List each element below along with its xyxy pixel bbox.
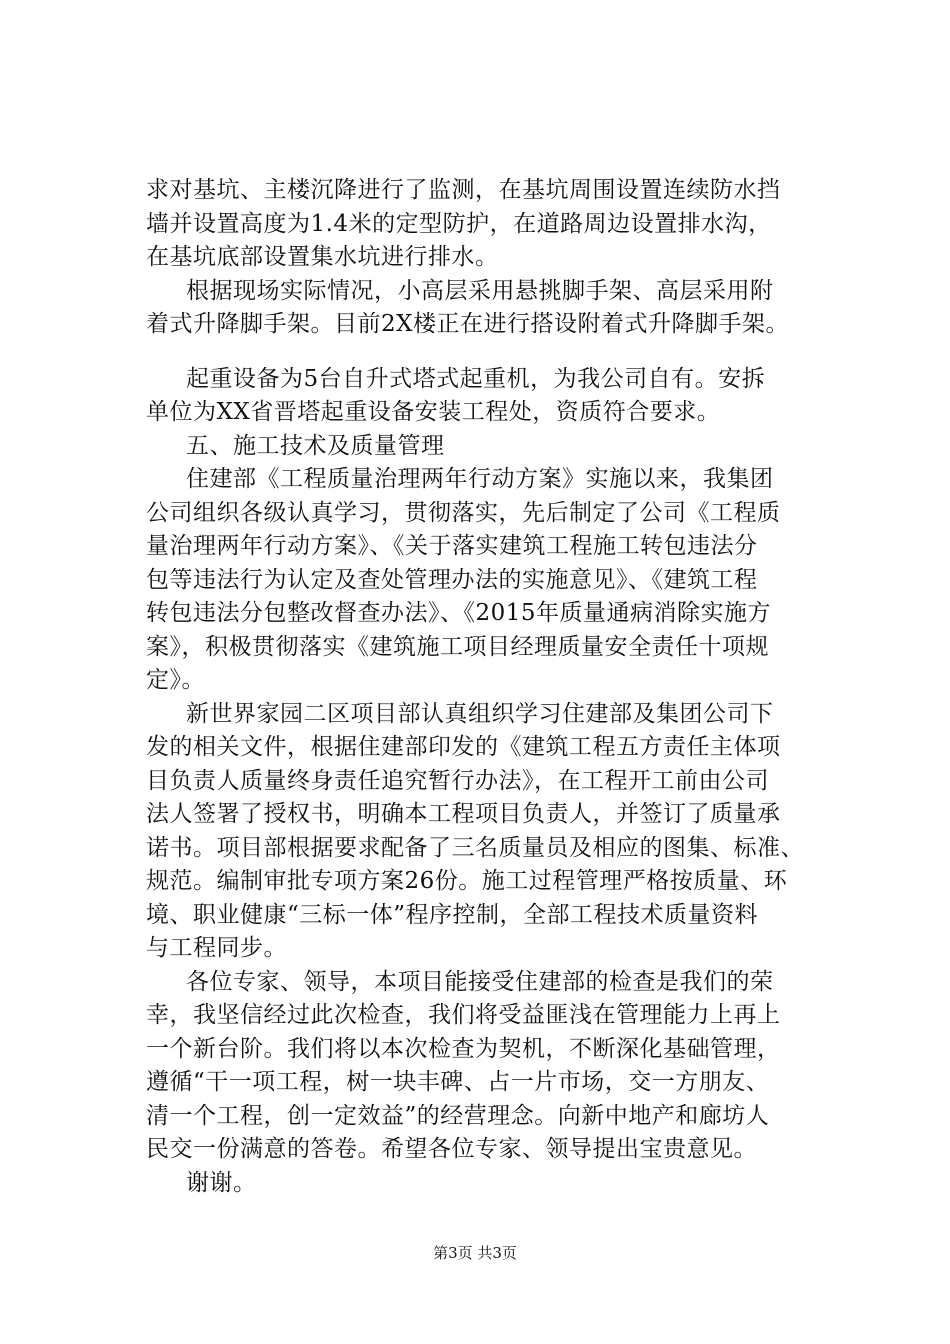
text-line: 发的相关文件，根据住建部印发的《建筑工程五方责任主体项: [146, 734, 781, 760]
text-line: 幸，我坚信经过此次检查，我们将受益匪浅在管理能力上再上: [146, 1002, 781, 1028]
page-number-label: 第3页 共3页: [433, 1244, 517, 1262]
text-line: 清一个工程，创一定效益”的经营理念。向新中地产和廊坊人: [146, 1102, 770, 1129]
text-line: 墙并设置高度为1.4米的定型防护，在道路周边设置排水沟，: [146, 210, 772, 237]
text-line: 在基坑底部设置集水坑进行排水。: [146, 244, 499, 270]
text-line: 案》，积极贯彻落实《建筑施工项目经理质量安全责任十项规: [146, 633, 769, 660]
text-line: 目负责人质量终身责任追究暂行办法》，在工程开工前由公司: [146, 767, 769, 794]
text-line: 规范。编制审批专项方案26份。施工过程管理严格按质量、环: [146, 868, 788, 894]
text-line: 着式升降脚手架。目前2X楼正在进行搭设附着式升降脚手架。: [146, 311, 790, 337]
text-line: 法人签署了授权书，明确本工程项目负责人，并签订了质量承: [146, 801, 781, 827]
page-footer: [0, 1243, 950, 1263]
text-line: 公司组织各级认真学习，贯彻落实，先后制定了公司《工程质: [146, 499, 781, 526]
text-line: 诺书。项目部根据要求配备了三名质量员及相应的图集、标准、: [146, 834, 804, 861]
text-line: 包等违法行为认定及查处管理办法的实施意见》、《建筑工程: [146, 566, 758, 593]
text-line: 与工程同步。: [146, 935, 287, 961]
document-body: [146, 174, 831, 1200]
text-line: 遵循“干一项工程，树一块丰碑、占一片市场，交一方朋友、: [146, 1069, 770, 1095]
text-line: 求对基坑、主楼沉降进行了监测，在基坑周围设置连续防水挡: [146, 177, 781, 203]
paragraph-start-line: 住建部《工程质量治理两年行动方案》实施以来，我集团: [186, 466, 774, 492]
paragraph-start-line: 根据现场实际情况，小高层采用悬挑脚手架、高层采用附: [186, 277, 774, 304]
section-heading: 五、施工技术及质量管理: [186, 432, 445, 459]
text-line: 转包违法分包整改督查办法》、《2015年质量通病消除实施方: [146, 600, 772, 626]
text-line: 单位为XX省晋塔起重设备安装工程处，资质符合要求。: [146, 399, 721, 425]
closing-line: 谢谢。: [186, 1169, 257, 1196]
text-line: 民交一份满意的答卷。希望各位专家、领导提出宝贵意见。: [146, 1136, 757, 1162]
text-line: 境、职业健康“三标一体”程序控制，全部工程技术质量资料: [146, 901, 759, 928]
paragraph-start-line: 各位专家、领导，本项目能接受住建部的检查是我们的荣: [186, 968, 774, 995]
text-line: 量治理两年行动方案》、《关于落实建筑工程施工转包违法分: [146, 533, 758, 559]
text-line: 一个新台阶。我们将以本次检查为契机，不断深化基础管理，: [146, 1035, 781, 1062]
text-line: 定》。: [146, 667, 205, 693]
paragraph-start-line: 新世界家园二区项目部认真组织学习住建部及集团公司下: [186, 700, 774, 727]
paragraph-start-line: 起重设备为5台自升式塔式起重机，为我公司自有。安拆: [186, 365, 766, 392]
